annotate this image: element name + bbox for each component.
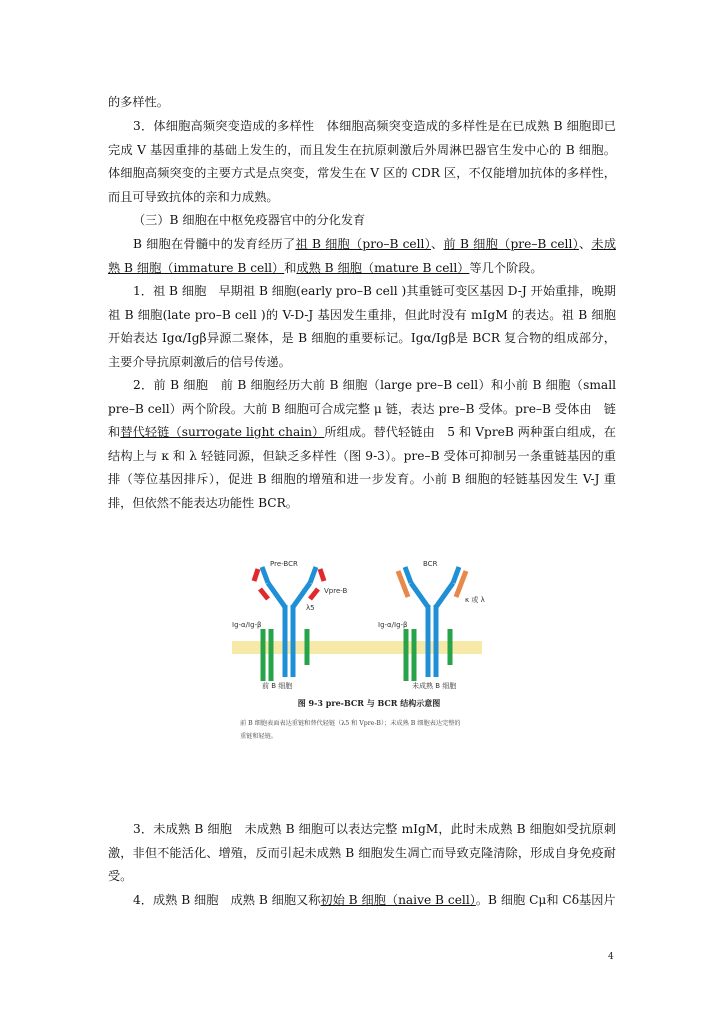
surrogate-light-chain-2 xyxy=(260,589,268,599)
term-surrogate-light-chain: 替代轻链（surrogate light chain） xyxy=(120,425,325,439)
page-number: 4 xyxy=(608,952,614,962)
heavy-chain-right-arm-2 xyxy=(436,583,453,607)
paragraph-pre-b-cell: 2．前 B 细胞 前 B 细胞经历大前 B 细胞（large pre–B cell）和小前 B 细胞（small pre–B cell）两个阶段。大前 B 细胞可合成完整 μ 链，表达 pre–B 受体。pre–B 受体由 链和替代轻链（surrogate light chain）所组成。替代轻链由 5 和 VpreB 两种蛋白组成，在结构上与 κ 和 λ 轻链同源，但缺乏多样性（图 9-3）。pre–B 受体可抑制另一条重链基因的重排（等位基因排斥），促进 B 细胞的增殖和进一步发育。小前 B 细胞的轻链基因发生 V-J 重排，但依然不能表达功能性 BCR。 xyxy=(108,378,616,510)
surrogate-light-chain-1 xyxy=(254,569,258,581)
bcr-diagram xyxy=(232,555,482,695)
label-pre-b-cell: 前 B 细胞 xyxy=(262,682,293,690)
label-kappa-or-lambda: κ 或 λ xyxy=(465,596,485,604)
paragraph-diversity-end: 的多样性。 xyxy=(108,95,169,109)
label-pre-bcr: Pre-BCR xyxy=(270,560,298,568)
heavy-chain-left-arm-2b xyxy=(310,567,316,583)
term-mature-b-cell: 成熟 B 细胞（mature B cell） xyxy=(296,260,470,275)
label-ig-alpha-beta-left: Ig-α/Ig-β xyxy=(232,621,262,629)
heavy-chain-right-arm-2b xyxy=(453,567,459,583)
figure-caption: 图 9-3 pre-BCR 与 BCR 结构示意图 xyxy=(297,698,441,708)
term-pro-b-cell: 祖 B 细胞（pro–B cell） xyxy=(295,237,432,251)
label-bcr: BCR xyxy=(423,560,438,568)
figure-note: 前 B 细胞表面表达重链和替代轻链（λ5 和 Vpre-B）；未成熟 B 细胞表达完整的重链和轻链。 xyxy=(240,720,461,740)
section-heading: （三）B 细胞在中枢免疫器官中的分化发育 xyxy=(133,213,366,227)
heavy-chain-left-arm-1b xyxy=(262,567,268,583)
figure-9-3 xyxy=(232,555,485,755)
heavy-chain-left-arm-1 xyxy=(268,583,285,607)
paragraph-somatic-hypermutation: 3．体细胞高频突变造成的多样性 体细胞高频突变造成的多样性是在已成熟 B 细胞即已完成 V 基因重排的基础上发生的，而且发生在抗原刺激后外周淋巴器官生发中心的 B 细胞。体细胞高频突变的主要方式是点突变，常发生在 V 区的 CDR 区，不仅能增加抗体的多样性，而且可导致抗体的亲和力成熟。 xyxy=(108,119,616,204)
heavy-chain-right-arm-1b xyxy=(405,567,411,583)
label-lambda5: λ5 xyxy=(306,604,315,612)
paragraph-immature-b-cell: 3．未成熟 B 细胞 未成熟 B 细胞可以表达完整 mIgM，此时未成熟 B 细胞如受抗原刺激，非但不能活化、增殖，反而引起未成熟 B 细胞发生凋亡而导致克隆清除，形成自身免疫耐受。 xyxy=(108,822,616,883)
term-naive-b-cell: 初始 B 细胞（naive B cell） xyxy=(320,893,476,907)
term-pre-b-cell: 前 B 细胞（pre–B cell） xyxy=(443,237,579,251)
lambda5-chain xyxy=(310,589,318,599)
label-immature-b-cell: 未成熟 B 细胞 xyxy=(412,682,457,690)
label-ig-alpha-beta-right: Ig-α/Ig-β xyxy=(378,621,408,629)
paragraph-pro-b-cell: 1．祖 B 细胞 早期祖 B 细胞(early pro–B cell )其重链可变区基因 D-J 开始重排，晚期祖 B 细胞(late pro–B cell )的 V-D-J 基因发生重排，但此时没有 mIgM 的表达。祖 B 细胞开始表达 Igα/Igβ异源二聚体，是 B 细胞的重要标记。Igα/Igβ是 BCR 复合物的组成部分，主要介导抗原刺激后的信号传递。 xyxy=(108,284,616,369)
vpreb-chain xyxy=(320,569,324,581)
paragraph-mature-b-cell: 4．成熟 B 细胞 成熟 B 细胞又称初始 B 细胞（naive B cell）。B 细胞 Cμ和 Cδ基因片 xyxy=(133,893,616,907)
label-vpreb: Vpre-B xyxy=(324,587,348,595)
term-immature-b-cell: 未成熟 B 细胞（immature B cell） xyxy=(108,237,617,275)
paragraph-stages: B 细胞在骨髓中的发育经历了祖 B 细胞（pro–B cell）、前 B 细胞（pre–B cell）、未成熟 B 细胞（immature B cell）和成熟 B 细胞（mature B cell）等几个阶段。 xyxy=(108,237,617,275)
heavy-chain-right-arm-1 xyxy=(411,583,428,607)
